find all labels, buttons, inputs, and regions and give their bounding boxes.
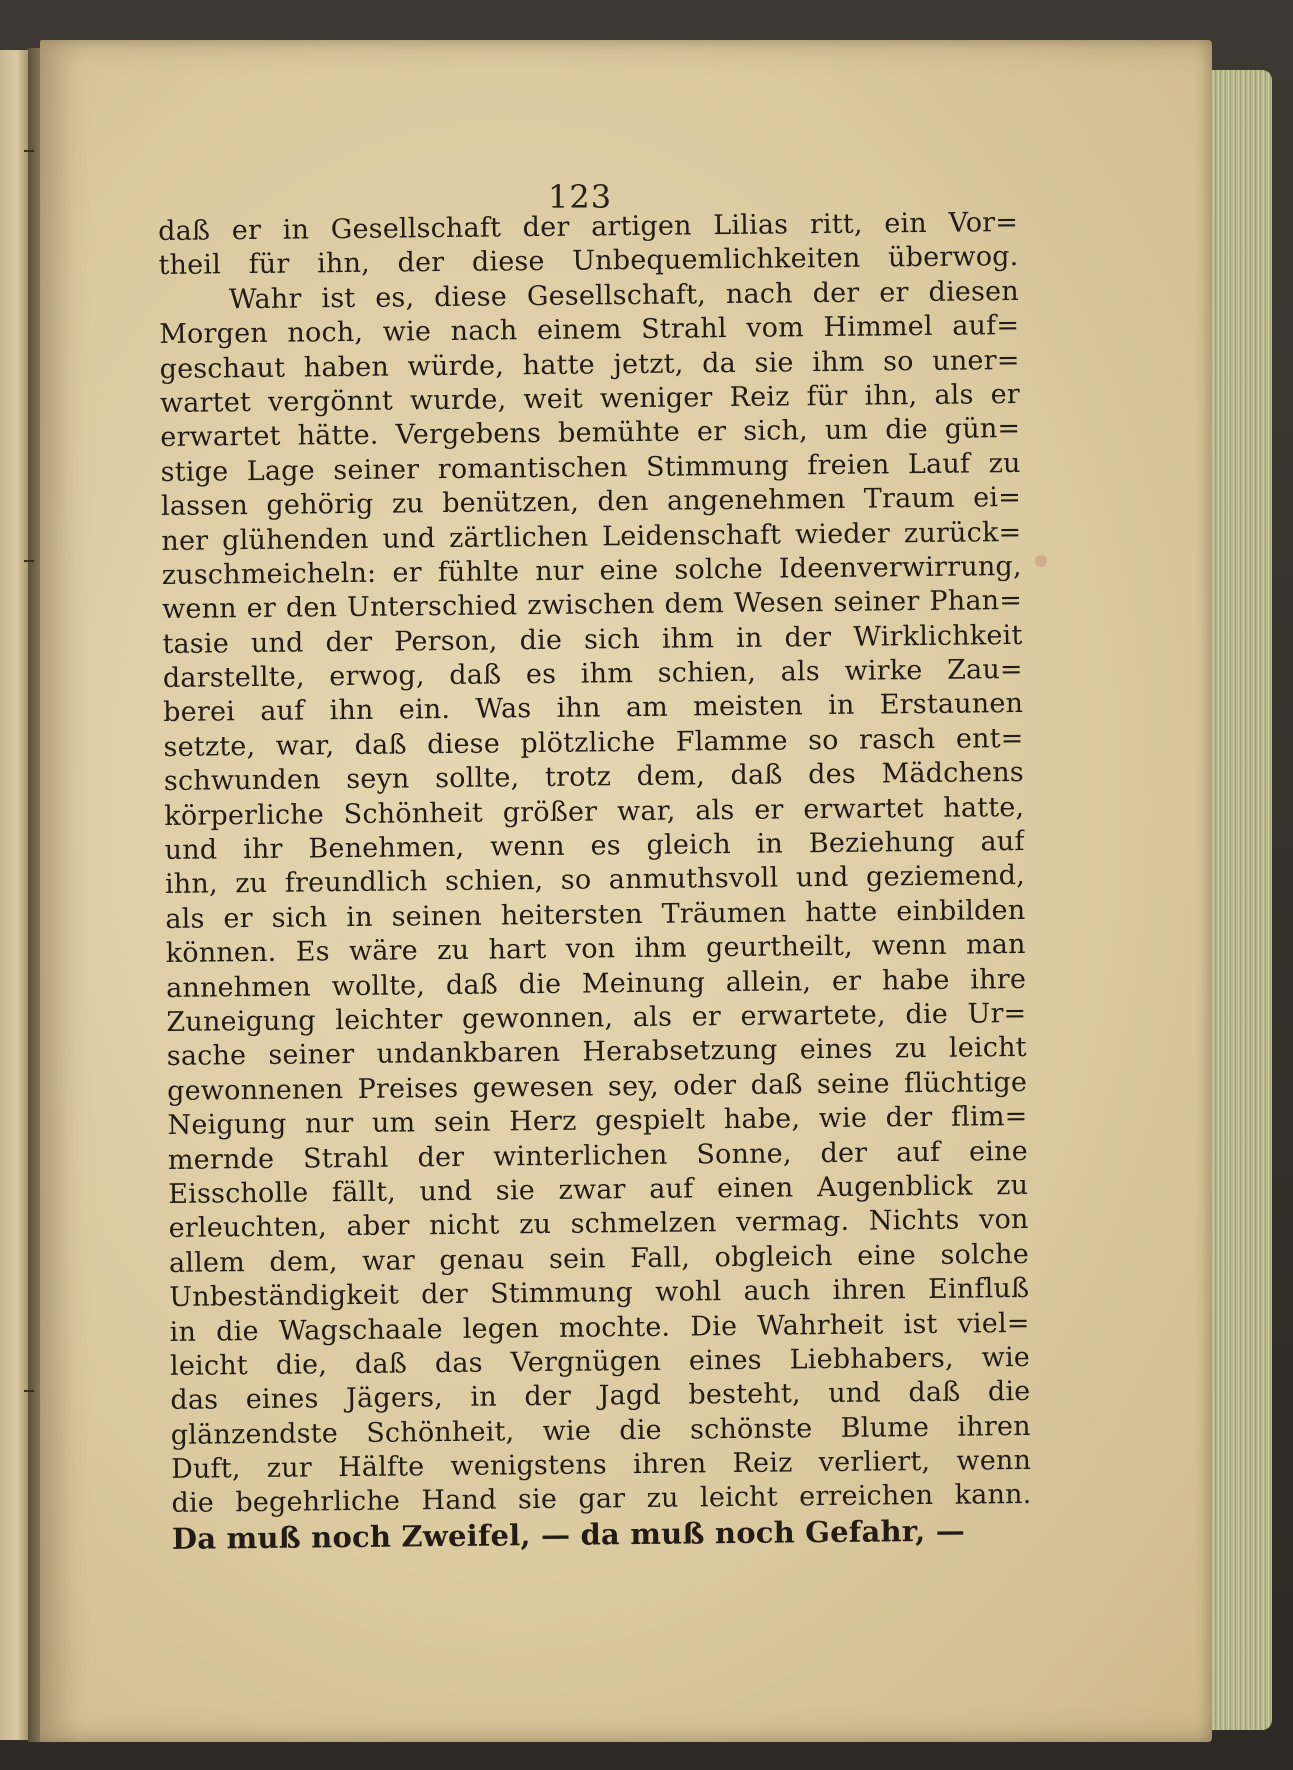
- text-line: und ihr Benehmen, wenn es gleich in Beziehung auf: [164, 825, 1025, 866]
- text-line: Zuneigung leichter gewonnen, als er erwartete, die Ur=: [166, 997, 1027, 1038]
- text-line: annehmen wollte, daß die Meinung allein, er habe ihre: [165, 963, 1027, 1004]
- text-line: Neigung nur um sein Herz gespielt habe, wie der flim=: [167, 1101, 1028, 1142]
- margin-tick: [24, 150, 34, 152]
- paper-stain: [1035, 555, 1047, 567]
- text-line: schwunden seyn sollte, trotz dem, daß des Mädchens: [163, 757, 1025, 798]
- text-line: geschaut haben würde, hatte jetzt, da sie ihm so uner=: [159, 344, 1020, 385]
- text-line: erwartet hätte. Vergebens bemühte er sich, um die gün=: [160, 413, 1021, 454]
- text-line: tasie und der Person, die sich ihm in der Wirklichkeit: [162, 619, 1023, 660]
- text-line: wenn er den Unterschied zwischen dem Wesen seiner Phan=: [161, 585, 1023, 626]
- text-line: sache seiner undankbaren Herabsetzung eines zu leicht: [166, 1032, 1027, 1073]
- text-line: stige Lage seiner romantischen Stimmung freien Lauf zu: [160, 447, 1021, 488]
- left-page-sliver: [0, 50, 28, 1740]
- text-line: Eisscholle fällt, und sie zwar auf einen Augenblick zu: [168, 1169, 1029, 1210]
- text-line: daß er in Gesellschaft der artigen Lilias ritt, ein Vor=: [158, 206, 1019, 247]
- text-line: ihn, zu freundlich schien, so anmuthsvoll und geziemend,: [164, 860, 1026, 901]
- text-line: leicht die, daß das Vergnügen eines Liebhabers, wie: [169, 1341, 1031, 1382]
- text-line: setzte, war, daß diese plötzliche Flamme so rasch ent=: [163, 722, 1024, 763]
- text-line: berei auf ihn ein. Was ihn am meisten in Erstaunen: [163, 688, 1024, 729]
- text-line: wartet vergönnt wurde, weit weniger Reiz für ihn, als er: [159, 378, 1021, 419]
- text-line: lassen gehörig zu benützen, den angenehmen Traum ei=: [160, 482, 1022, 523]
- text-line: Wahr ist es, diese Gesellschaft, nach der er diesen: [228, 275, 1020, 316]
- text-line: als er sich in seinen heitersten Träumen hatte einbilden: [165, 894, 1026, 935]
- text-line: zuschmeicheln: er fühlte nur eine solche Ideenverwirrung,: [161, 550, 1022, 591]
- text-line: ner glühenden und zärtlichen Leidenschaft wieder zurück=: [161, 516, 1022, 557]
- text-line: glänzendste Schönheit, wie die schönste Blume ihren: [170, 1410, 1031, 1451]
- text-line: darstellte, erwog, daß es ihm schien, als wirke Zau=: [162, 654, 1023, 695]
- text-line: Duft, zur Hälfte wenigstens ihren Reiz verliert, wenn: [170, 1444, 1032, 1485]
- body-text: [158, 206, 1032, 1590]
- text-line: Morgen noch, wie nach einem Strahl vom Himmel auf=: [159, 310, 1020, 351]
- text-line: die begehrliche Hand sie gar zu leicht erreichen kann.: [171, 1479, 1032, 1520]
- text-line: Unbeständigkeit der Stimmung wohl auch ihren Einfluß: [169, 1273, 1030, 1314]
- text-line: Da muß noch Zweifel, — da muß noch Gefahr, —: [171, 1513, 966, 1556]
- text-line: können. Es wäre zu hart von ihm geurtheilt, wenn man: [165, 929, 1026, 970]
- text-line: allem dem, war genau sein Fall, obgleich eine solche: [168, 1238, 1030, 1279]
- text-line: körperliche Schönheit größer war, als er erwartet hatte,: [164, 791, 1025, 832]
- text-line: mernde Strahl der winterlichen Sonne, der auf eine: [167, 1135, 1029, 1176]
- text-line: erleuchten, aber nicht zu schmelzen vermag. Nichts von: [168, 1204, 1029, 1245]
- page-edges: [1212, 70, 1272, 1730]
- text-line: in die Wagschaale legen mochte. Die Wahrheit ist viel=: [169, 1307, 1030, 1348]
- margin-tick: [24, 1390, 34, 1392]
- text-line: theil für ihn, der diese Unbequemlichkeiten überwog.: [158, 241, 1019, 282]
- margin-tick: [24, 560, 34, 562]
- page-number: 123: [548, 178, 613, 216]
- text-line: gewonnenen Preises gewesen sey, oder daß seine flüchtige: [167, 1066, 1028, 1107]
- text-line: das eines Jägers, in der Jagd besteht, und daß die: [170, 1376, 1031, 1417]
